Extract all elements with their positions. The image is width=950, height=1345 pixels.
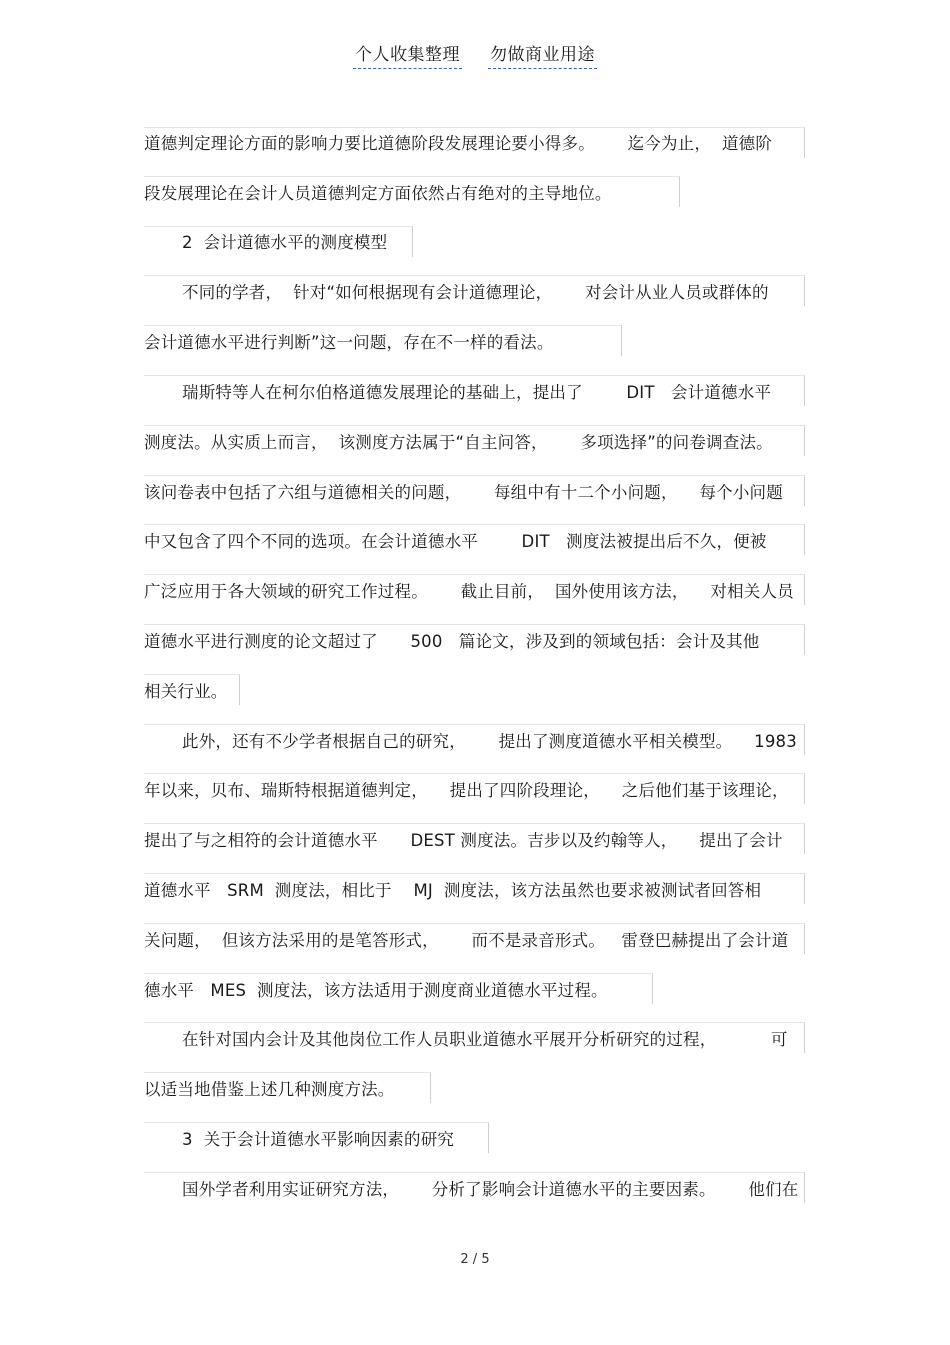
body-line: 不同的学者， 针对“如何根据现有会计道德理论， 对会计从业人员或群体的 [182, 283, 769, 302]
body-line: 段发展理论在会计人员道德判定方面依然占有绝对的主导地位。 [144, 184, 612, 203]
body-line: 此外，还有不少学者根据自己的研究， 提出了测度道德水平相关模型。 1983 [182, 732, 797, 751]
body-line: 相关行业。 [144, 682, 228, 701]
body-line: 中又包含了四个不同的选项。在会计道德水平 DIT 测度法被提出后不久，便被 [144, 532, 767, 551]
body-line: 年以来，贝布、瑞斯特根据道德判定， 提出了四阶段理论， 之后他们基于该理论， [144, 781, 789, 800]
section-heading: 2 会计道德水平的测度模型 [182, 233, 388, 252]
body-line: 会计道德水平进行判断”这一问题，存在不一样的看法。 [144, 333, 554, 352]
body-line: 瑞斯特等人在柯尔伯格道德发展理论的基础上，提出了 DIT 会计道德水平 [182, 383, 772, 402]
body-line: 该问卷表中包括了六组与道德相关的问题， 每组中有十二个小问题， 每个小问题 [144, 483, 783, 502]
header-right-text: 勿做商业用途 [488, 45, 597, 69]
body-line: 以适当地借鉴上述几种测度方法。 [144, 1080, 395, 1099]
body-line: 国外学者利用实证研究方法， 分析了影响会计道德水平的主要因素。 他们在 [182, 1180, 799, 1199]
body-line: 广泛应用于各大领域的研究工作过程。 截止目前， 国外使用该方法， 对相关人员 [144, 582, 794, 601]
header-left-text: 个人收集整理 [353, 45, 462, 69]
body-line: 德水平 MES 测度法，该方法适用于测度商业道德水平过程。 [144, 981, 608, 1000]
body-line: 道德水平 SRM 测度法，相比于 MJ 测度法，该方法虽然也要求被测试者回答相 [144, 881, 762, 900]
body-line: 测度法。从实质上而言， 该测度方法属于“自主问答， 多项选择”的问卷调查法。 [144, 433, 773, 452]
page-header [0, 40, 950, 65]
body-line: 道德水平进行测度的论文超过了 500 篇论文，涉及到的领域包括：会计及其他 [144, 632, 760, 651]
body-line: 道德判定理论方面的影响力要比道德阶段发展理论要小得多。 迄今为止， 道德阶 [144, 134, 773, 153]
page-number: 2 / 5 [460, 1252, 490, 1267]
body-line: 在针对国内会计及其他岗位工作人员职业道德水平展开分析研究的过程， 可 [182, 1030, 788, 1049]
section-heading: 3 关于会计道德水平影响因素的研究 [182, 1130, 455, 1149]
body-line: 提出了与之相符的会计道德水平 DEST 测度法。吉步以及约翰等人， 提出了会计 [144, 831, 783, 850]
body-line: 关问题， 但该方法采用的是笔答形式， 而不是录音形式。 雷登巴赫提出了会计道 [144, 931, 789, 950]
